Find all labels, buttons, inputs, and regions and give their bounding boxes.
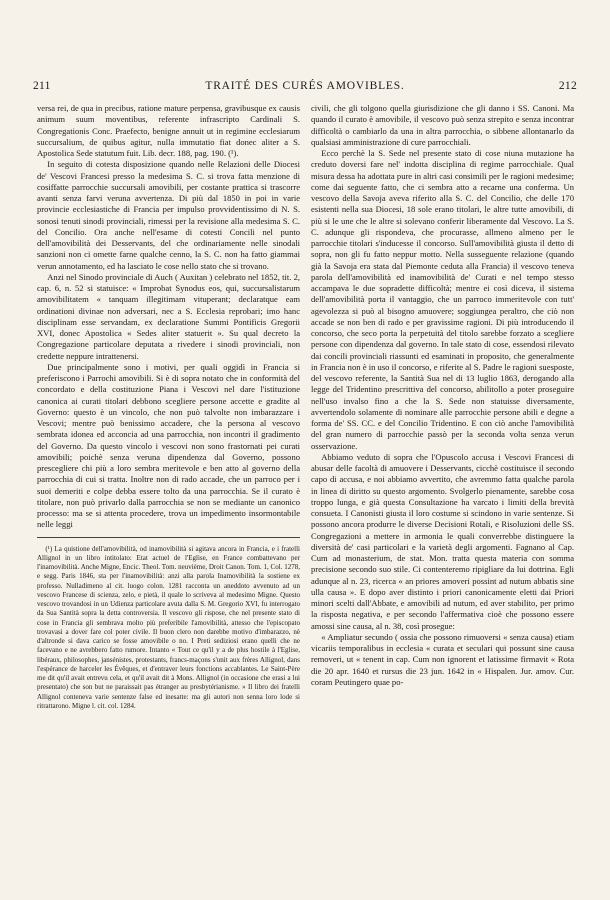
left-column (37, 103, 300, 711)
left-paragraph-1: versa rei, de qua in precibus, ratione mature perpensa, gravibusque ex causis animum suum moventibus, referente infrascripto Cardinali S. Congregationis Conc. Praefecto, benigne annuit ut in regimine ecclesiarum succursalium, de quibus agitur, nulla immutatio fiat donec aliter a S. Apostolica Sede statutum fuit. Lib. decr. 188, pag. 190. (¹). (37, 103, 300, 158)
footnote-divider (37, 537, 300, 538)
running-title: TRAITÉ DES CURÉS AMOVIBLES. (205, 80, 405, 92)
page-number-right: 212 (558, 80, 577, 92)
page-header (33, 80, 577, 96)
right-paragraph-4: « Ampliatur secundo ( ossia che possono rimuoversi « senza causa) etiam vicariis temporalibus in ecclesia « curata et seculari qui possunt sine causa removeri, ut « tenent in cap. Cum non ignorent et latissime firmavit « Rota die 20 apr. 1640 et rursus die 23 jun. 1642 in « Hispalen. Jur. amov. Cur. coram Peutingero quae po- (311, 631, 574, 687)
right-paragraph-2: Ecco perchè la S. Sede nel presente stato di cose niuna mutazione ha creduto doversi fare nel' indotta disciplina di regime parrocchiale. Qual misura dessa ha adottata pure in altri casi consimili per le ragioni medesime; come dai seguente fatto, che ci sembra atto a recarne una conferma. Un vescovo della Savoja aveva riferito alla S. C. del Concilio, che delle 170 esistenti nella sua Diocesi, 18 sole erano titolari, le altre tutte amovibili, di più si le une che le altre si solevano conferir liberamente dal Vescovo. La S. C. adunque gli rispondeva, che procurasse, allmeno almeno per le parrocchie titolari s'inducesse il concorso. Sull'amovibilità giusta il detto di sopra, non gli fu fatto neppur motto. Nella susseguente relazione (quando già la Savoja era stata dal Piemonte ceduta alla Francia) il vescovo teneva parola dell'amovibilità ed inamovibilità de' Curati e nel tempo stesso accampava le due sopradette difficoltà; mentre ei così diceva, il sistema dell'amovibilità porta il vantaggio, che un parroco immeritevole con tutt' agevolezza si può al bisogno amuovere; soggiungea peraltro, che ciò non accade se non ben di rado e per gravissime ragioni. Di più introducendo il concorso, che seco porta la perpetuità del titolo sarebbe forzato a scegliere persone con dipendenza dal governo. In tale stato di cose, essendosi rilevato dai concili provinciali riassunti ed esaminati in proposito, che generalmente in Francia non è in uso il concorso, e riferite al S. Padre le ragioni suesposte, del vescovo referente, la Santità Sua nel di 13 luglio 1863, derogando alla legge del Tridentino prescrittiva del concorso, abilitollo a poter proseguire nell'uso invalso fino a che la S. Sede non statuisse diversamente, avvertendolo solamente di nominare alle parrocchie persone abili e degne a forma de' SS. CC. e del Concilio Tridentino. E con ciò anche l'amovibilità del gran numero di parrocchie passò per la seconda volta senza verun osservazione. (311, 148, 574, 451)
right-paragraph-1: civili, che gli tolgono quella giurisdizione che gli danno i SS. Canoni. Ma quando il curato è amovibile, il vescovo può senza strepito e senza incontrar difficoltà o cambiarlo da una in altra parrocchia, o sibbene allontanarlo da qualsiasi amministrazione di cure parrocchiali. (311, 103, 574, 147)
right-paragraph-3: Abbiamo veduto di sopra che l'Opuscolo accusa i Vescovi Francesi di abusar delle facoltà di amuovere i Desservants, cicchè costituisce il secondo capo di accusa, e noi abbiamo avvertito, che avremmo fatta qualche parola in linea di diritto su questo argomento. Svolgerlo pienamente, sarebbe cosa troppo lunga, e già questa Consultazione ha varcato i limiti della brevità consueta. I Canonisti giusta il loro costume si scindono in varie sentenze. Si possono ancora produrre le diverse Decisioni Rotali, e Risoluzioni delle SS. Congregazioni a mettere in armonia le quali converrebbe distinguere la diversità de' casi particolari e la varietà degli argomenti. Fagnano al Cap. Cum ad monasterium, de stat. Mon. tratta questa materia con somma precisione secondo suo stile. Ci contenteremo ripigliare da lui dottrina. Egli adunque al n. 23, ricerca « an priores amoveri possint ad nutum abbatis sine ulla causa ». E dopo aver distinto i priori canonicamente eletti dai Priori minori scelti dall'Abbate, e amovibili ad nutum, ed aver stabilito, per primo la risposta negativa, e per secondo l'affermativa cioè che possono essere amossi sine causa, al n. 38, così prosegue: (311, 451, 574, 631)
left-paragraph-3: Anzi nel Sinodo provinciale di Auch ( Auxitan ) celebrato nel 1852, tit. 2, cap. 6, n. 52 si statuisce: « Improbat Synodus eos, qui, succursalistarum amovibilitatem « tanquam illegitimam vituperant; declaratque eam ordinationi divinae non adversari, nec a S. Ecclesia reprobari; imo hanc disciplinam esse servandam, ex declaratione Summi Pontificis Gregorii XVI, donec Apostolica « Sedes aliter statuerit ». Su qual decreto la Congregazione particolare deputata a rivedere i sinodi provinciali, non credette neppure intrattenersi. (37, 271, 300, 361)
left-paragraph-4: Due principalmente sono i motivi, per quali oggidì in Francia si preferiscono i Parrochi amovibili. Si è di sopra notato che in conformità del concordato e della costituzione Piana i Vescovi nel dare l'istituzione canonica ai curati titolari debbono scegliere persone accette e gradite al Governo: questo è un vincolo, che non può talvolte non imbarazzare i Vescovi; mentre può benissimo accadere, che la persona al vescovo sembrata idonea ed acconcia ad una parrocchia, non incontri il gradimento del Governo. Da questo vincolo i vescovi non sono frastornati pei curati amovibili; poichè senza veruna dipendenza dal Governo, possono prescegliere chi più a loro sembra meritevole e ben atto al governo della parrocchia di cui si tratta. Inoltre non di rado accade, che un parroco per i suoi demeriti e colpe debba essere tolto da una parrocchia. Se il curato è titolare, non può privarlo dalla parrocchia se non se mediante un canonico processo: ma se si attenta procedere, trova un impedimento insormontabile nelle leggi (37, 361, 300, 530)
left-paragraph-2: In seguito di cotesta disposizione quando nelle Relazioni delle Diocesi de' Vescovi Francesi presso la medesima S. C. si trova fatta menzione di cosiffatte parrocchie succursali amovibili, per costante prattica si trascorre avanti senza farvi veruna avvertenza. Di più dal 1850 in poi in varie provincie ecclesiastiche di Francia per impulso provvidentissimo di N. S. sonosi tenuti sinodi provinciali, rimessi per la revisione alla medesima S. C. del Concilio. Ora anche nell'esame di cotesti Concili nel punto dell'amovibilità dei Desservants, del che ordinariamente nelle sinodali sanzioni non ci omette farne qualche cenno, la S. C. non ha fatto giammai verun annotamento, ed ha lasciato le cose nello stato che si trovano. (37, 159, 300, 271)
footnotes (37, 545, 300, 712)
page-number-left: 211 (33, 80, 51, 92)
footnote-1: (¹) La quistione dell'amovibilità, od inamovibilità si agitava ancora in Francia, e i fratelli Allignol in un libro intitolato: Etat actuel de l'Eglise, en France combattevano per l'inamovibilità. Anche Migne, Encic. Theol. Tom. neuvième, Droit Canon. Tom. 1, Col. 1278, e segg. Paris 1846, sta per l'inamovibilità: anzi alla parola Inamovibilità la sostiene ex professo. Nulladimeno al cit. luogo colon. 1281 racconta un aneddoto avvenuto ad un vescovo Francese di scienza, zelo, e pietà, il quale lo scriveva al medesimo Migne. Questo vescovo trovandosi in un Udienza particolare avuta dalla S. M. Gregorio XVI, fu interrogato da Sua Santità sopra la detta controversia. Il vescovo gli rispose, che nel presente stato di cose in Francia gli sembrava molto più preferibile l'amovibilità, attesso che l'episcopato trovavasi a dover fare col poter civile. Il buon clero non darebbe motivo d'imbarazzo, nè d'altronde si dava carico se fosse amovibile o no. I Preti sediziosi erano quelli che ne facevano e ne avrebbero fatto rumore. Intanto « Tout ce qu'il y a de plus hostile à l'Eglise, libéraux, philosophes, jansénistes, protestants, francs-maçons s'unit aux frères Allignol, dans l'espérance de harceler les Évêques, et d'entraver leurs fonctions accablantes. Le Saint-Père me dit qu'il avait entrevu cela, et qu'il avait dit à Mons. Allignol (in occasione che erasi a lui presentato) che son but ne paraissait pas étranger au presbytérianisme. » Il libro dei fratelli Allignol conteneva varie sentenze false ed inesatte: ma gli autori non senna loro lode si ritrattarono. Migne l. cit. col. 1284. (37, 544, 300, 710)
right-column (311, 103, 574, 688)
